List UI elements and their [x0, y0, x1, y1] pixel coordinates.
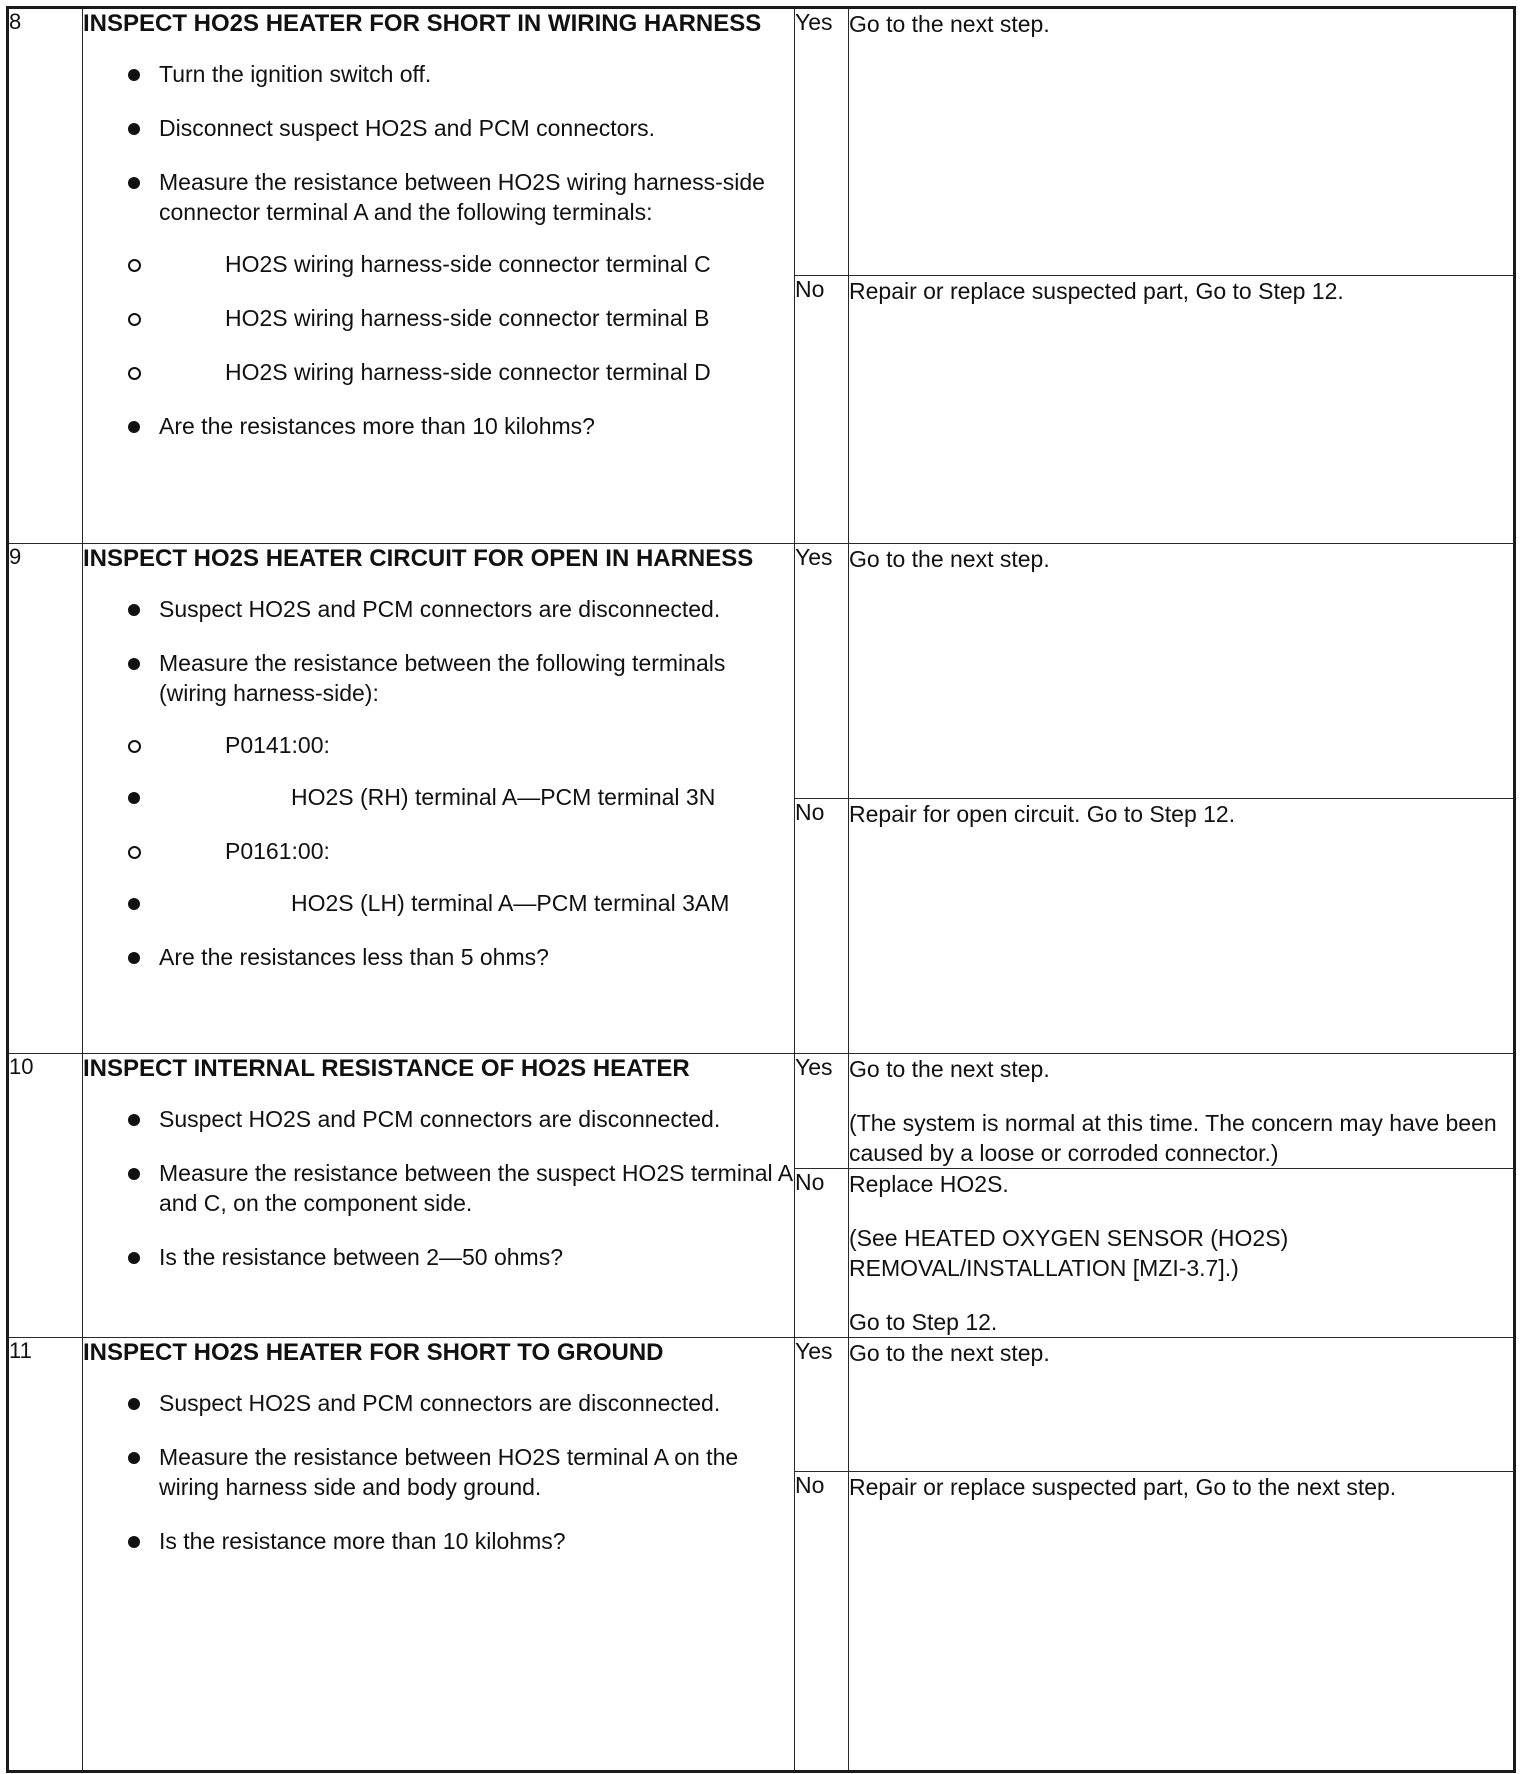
action-yes: [849, 1338, 1515, 1472]
step-inspection: [83, 544, 795, 1054]
bullet-item: Suspect HO2S and PCM connectors are disconnected.: [83, 1104, 794, 1134]
code-label: P0161:00:: [225, 838, 330, 864]
question-item: Is the resistance more than 10 kilohms?: [83, 1526, 794, 1556]
bullet-item: [83, 167, 794, 387]
step-9-yes-row: [8, 544, 1515, 799]
bullet-list: [83, 1104, 794, 1272]
step-inspection: [83, 1338, 795, 1772]
sub-bullet-list: [83, 249, 794, 387]
question-item: Are the resistances less than 5 ohms?: [83, 942, 794, 972]
code-detail: HO2S (RH) terminal A—PCM terminal 3N: [83, 782, 794, 812]
bullet-item: Measure the resistance between the suspect HO2S terminal A and C, on the component side.: [83, 1158, 794, 1218]
step-title: INSPECT INTERNAL RESISTANCE OF HO2S HEATER: [83, 1055, 690, 1082]
step-inspection: [83, 1054, 795, 1338]
action-text: Go to the next step.: [849, 1056, 1050, 1082]
action-text: Repair for open circuit. Go to Step 12.: [849, 801, 1236, 827]
action-note: (The system is normal at this time. The concern may have been caused by a loose or corroded connector.): [849, 1110, 1497, 1166]
result-no: No: [795, 799, 849, 1054]
code-item: [83, 730, 794, 812]
step-title: INSPECT HO2S HEATER FOR SHORT IN WIRING HARNESS: [83, 10, 762, 37]
result-yes: Yes: [795, 8, 849, 276]
code-detail: HO2S (LH) terminal A—PCM terminal 3AM: [83, 888, 794, 918]
action-text: Go to the next step.: [849, 1340, 1050, 1366]
action-text: Replace HO2S.: [849, 1171, 1009, 1197]
step-number: 9: [8, 544, 83, 1054]
action-next: Go to Step 12.: [849, 1309, 998, 1335]
sub-bullet-item: HO2S wiring harness-side connector terminal D: [83, 357, 794, 387]
action-yes: [849, 8, 1515, 276]
bullet-item: Disconnect suspect HO2S and PCM connectors.: [83, 113, 794, 143]
result-no: No: [795, 1169, 849, 1338]
code-detail-list: [83, 782, 794, 812]
bullet-item: Suspect HO2S and PCM connectors are disconnected.: [83, 1388, 794, 1418]
question-item: Are the resistances more than 10 kilohms?: [83, 411, 794, 441]
action-note: (See HEATED OXYGEN SENSOR (HO2S) REMOVAL/INSTALLATION [MZI-3.7].): [849, 1225, 1289, 1281]
bullet-text: Measure the resistance between the following terminals (wiring harness-side):: [159, 650, 726, 706]
step-number: 11: [8, 1338, 83, 1772]
code-item: [83, 836, 794, 918]
step-11-yes-row: [8, 1338, 1515, 1472]
result-yes: Yes: [795, 1338, 849, 1472]
step-number: 10: [8, 1054, 83, 1338]
step-10-yes-row: [8, 1054, 1515, 1169]
step-title: INSPECT HO2S HEATER CIRCUIT FOR OPEN IN HARNESS: [83, 545, 754, 572]
bullet-item: [83, 648, 794, 918]
code-list: [83, 730, 794, 918]
action-no: [849, 1169, 1515, 1338]
sub-bullet-item: HO2S wiring harness-side connector terminal B: [83, 303, 794, 333]
result-no: No: [795, 276, 849, 544]
action-no: [849, 799, 1515, 1054]
troubleshooting-table: [6, 6, 1516, 1773]
bullet-text: Measure the resistance between HO2S wiring harness-side connector terminal A and the following terminals:: [159, 169, 765, 225]
step-8-yes-row: [8, 8, 1515, 276]
action-yes: [849, 544, 1515, 799]
step-inspection: [83, 8, 795, 544]
sub-bullet-item: HO2S wiring harness-side connector terminal C: [83, 249, 794, 279]
action-no: [849, 1472, 1515, 1772]
bullet-list: [83, 594, 794, 972]
bullet-item: Measure the resistance between HO2S terminal A on the wiring harness side and body ground.: [83, 1442, 794, 1502]
question-item: Is the resistance between 2—50 ohms?: [83, 1242, 794, 1272]
result-yes: Yes: [795, 544, 849, 799]
bullet-list: [83, 59, 794, 441]
action-no: [849, 276, 1515, 544]
action-text: Repair or replace suspected part, Go to the next step.: [849, 1474, 1397, 1500]
step-number: 8: [8, 8, 83, 544]
code-label: P0141:00:: [225, 732, 330, 758]
code-detail-list: [83, 888, 794, 918]
result-no: No: [795, 1472, 849, 1772]
step-title: INSPECT HO2S HEATER FOR SHORT TO GROUND: [83, 1339, 664, 1366]
action-text: Go to the next step.: [849, 11, 1050, 37]
bullet-list: [83, 1388, 794, 1556]
result-yes: Yes: [795, 1054, 849, 1169]
bullet-item: Suspect HO2S and PCM connectors are disconnected.: [83, 594, 794, 624]
action-text: Go to the next step.: [849, 546, 1050, 572]
action-yes: [849, 1054, 1515, 1169]
bullet-item: Turn the ignition switch off.: [83, 59, 794, 89]
action-text: Repair or replace suspected part, Go to Step 12.: [849, 278, 1344, 304]
